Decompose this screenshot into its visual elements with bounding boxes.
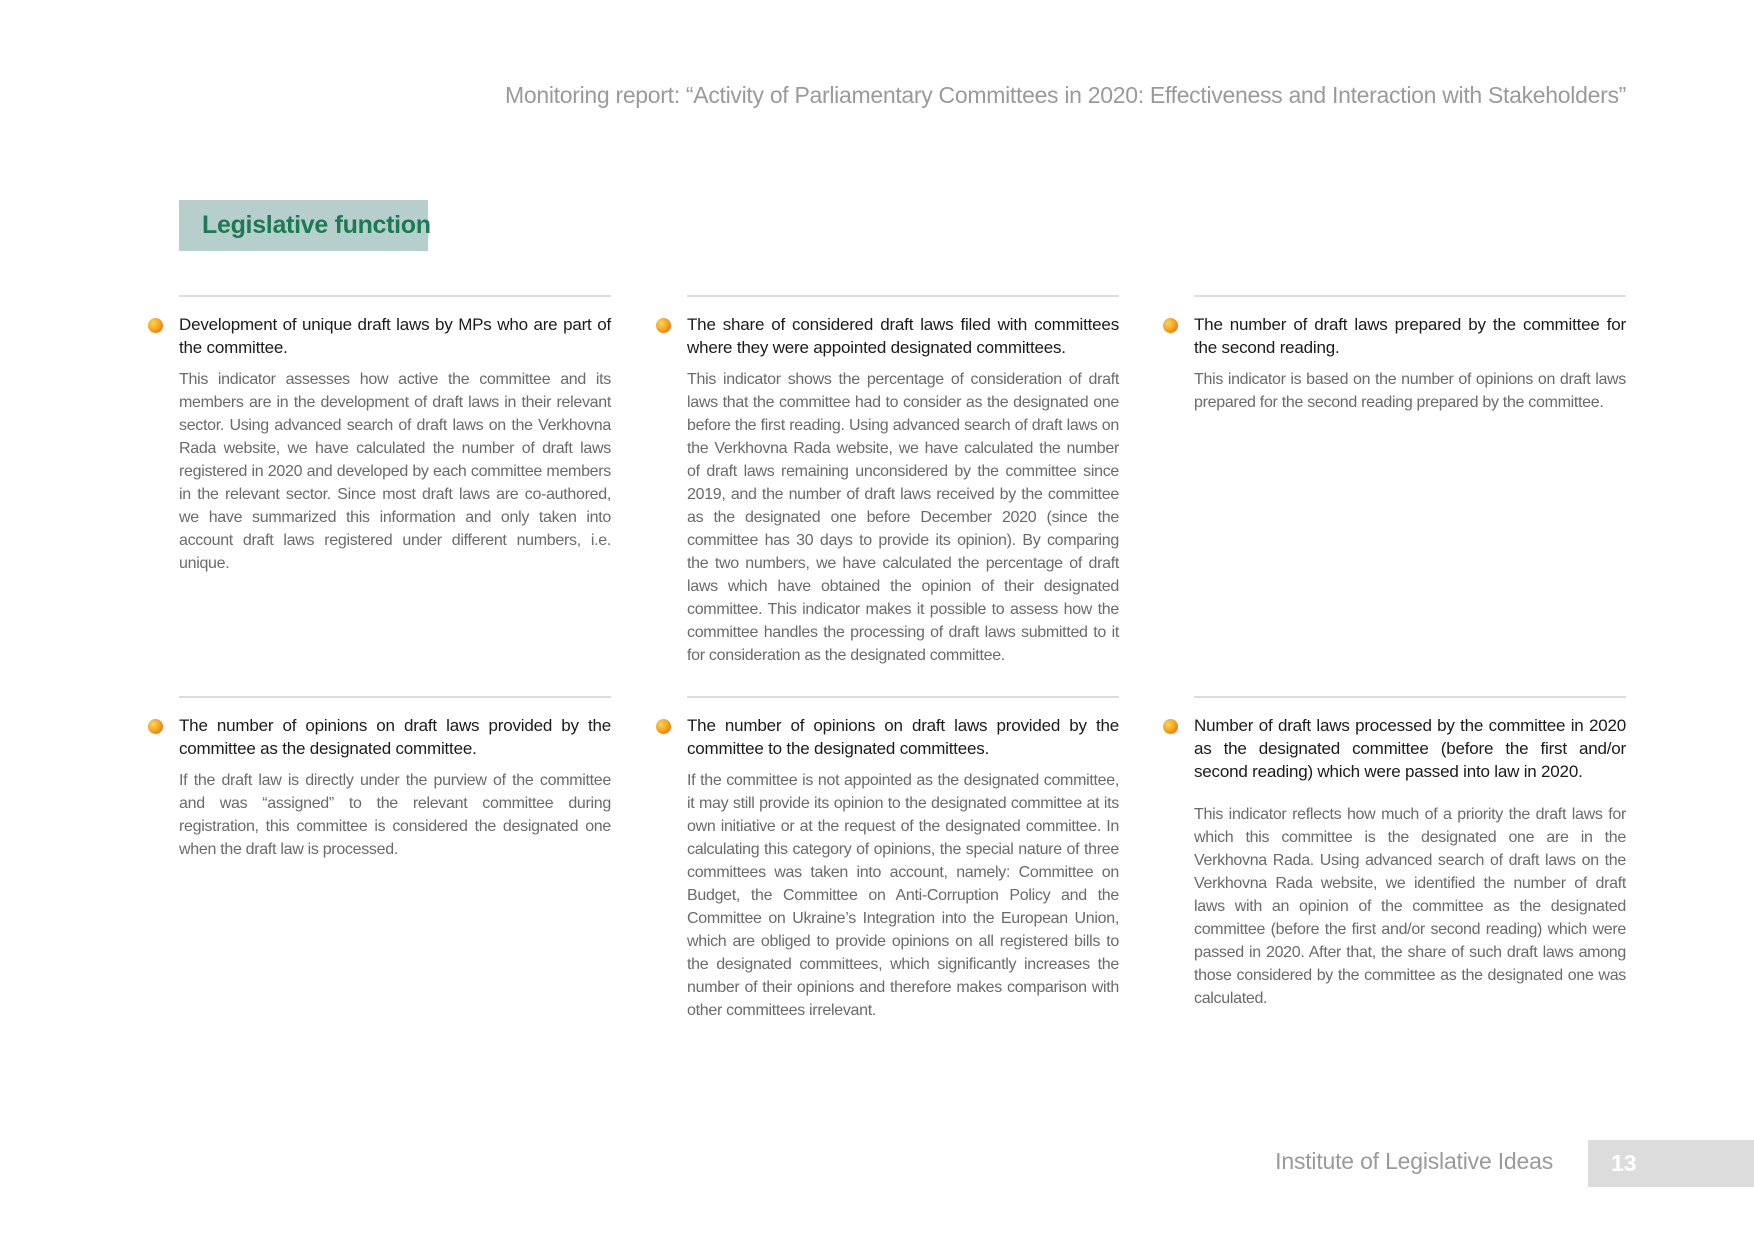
- indicator-title-text: Number of draft laws processed by the committee in 2020 as the designated committee (before the first and/or second reading) which were passed into law in 2020.: [1194, 716, 1626, 781]
- indicator-title-text: The number of draft laws prepared by the committee for the second reading.: [1194, 315, 1626, 357]
- indicator-title-text: The number of opinions on draft laws provided by the committee as the designated committee.: [179, 716, 611, 758]
- divider: [687, 696, 1119, 698]
- indicator-title-text: The number of opinions on draft laws provided by the committee to the designated committees.: [687, 716, 1119, 758]
- indicator-description: If the committee is not appointed as the designated committee, it may still provide its opinion to the designated committee at its own initiative or at the request of the designated committee. In calculating this category of opinions, the special nature of three committees was taken into account, namely: Committee on Budget, the Committee on Anti-Corruption Policy and the Committee on Ukraine’s Integration into the European Union, which are obliged to provide opinions on all registered bills to the designated committees, which significantly increases the number of their opinions and therefore makes comparison with other committees irrelevant.: [687, 772, 1119, 1019]
- divider: [179, 696, 611, 698]
- bullet-icon: [148, 318, 163, 333]
- divider: [1194, 696, 1626, 698]
- divider: [687, 295, 1119, 297]
- indicator-title: [1194, 313, 1626, 359]
- indicator-title: [687, 714, 1119, 760]
- indicator-description: If the draft law is directly under the purview of the committee and was “assigned” to the relevant committee during registration, this committee is considered the designated one when the draft law is processed.: [179, 772, 611, 858]
- indicator-block: [179, 696, 611, 861]
- indicator-block: [687, 295, 1119, 667]
- indicator-description: This indicator assesses how active the committee and its members are in the development of draft laws in their relevant sector. Using advanced search of draft laws on the Verkhovna Rada website, we have calculated the number of draft laws registered in 2020 and developed by each committee members in the relevant sector. Since most draft laws are co-authored, we have summarized this information and only taken into account draft laws registered under different numbers, i.e. unique.: [179, 371, 611, 572]
- divider: [1194, 295, 1626, 297]
- indicator-block: [1194, 696, 1626, 1010]
- indicator-block: [1194, 295, 1626, 414]
- indicator-title-text: The share of considered draft laws filed with committees where they were appointed designated committees.: [687, 315, 1119, 357]
- page-number-box: [1588, 1140, 1754, 1187]
- indicator-block: [687, 696, 1119, 1022]
- indicator-title: [179, 714, 611, 760]
- indicator-description: This indicator shows the percentage of consideration of draft laws that the committee had to consider as the designated one before the first reading. Using advanced search of draft laws on the Verkhovna Rada website, we have calculated the number of draft laws remaining unconsidered by the committee since 2019, and the number of draft laws received by the committee as the designated one before December 2020 (since the committee has 30 days to provide its opinion). By comparing the two numbers, we have calculated the percentage of draft laws which have obtained the opinion of their designated committee. This indicator makes it possible to assess how the committee handles the processing of draft laws submitted to it for consideration as the designated committee.: [687, 371, 1119, 664]
- bullet-icon: [656, 719, 671, 734]
- indicator-title: [1194, 714, 1626, 783]
- bullet-icon: [148, 719, 163, 734]
- bullet-icon: [656, 318, 671, 333]
- indicator-title: [179, 313, 611, 359]
- section-title: Legislative function: [202, 211, 431, 239]
- indicator-title: [687, 313, 1119, 359]
- bullet-icon: [1163, 719, 1178, 734]
- indicator-title-text: Development of unique draft laws by MPs who are part of the committee.: [179, 315, 611, 357]
- footer-organization: Institute of Legislative Ideas: [1275, 1148, 1553, 1174]
- bullet-icon: [1163, 318, 1178, 333]
- indicator-description: This indicator reflects how much of a priority the draft laws for which this committee is the designated one are in the Verkhovna Rada. Using advanced search of draft laws on the Verkhovna Rada website, we identified the number of draft laws with an opinion of the committee as the designated committee (before the first and/or second reading) which were passed in 2020. After that, the share of such draft laws among those considered by the committee as the designated one was calculated.: [1194, 806, 1626, 1007]
- divider: [179, 295, 611, 297]
- section-heading: [179, 200, 431, 251]
- indicator-block: [179, 295, 611, 575]
- indicator-description: This indicator is based on the number of opinions on draft laws prepared for the second reading prepared by the committee.: [1194, 371, 1626, 411]
- report-title: Monitoring report: “Activity of Parliamentary Committees in 2020: Effectiveness and Interaction with Stakeholders”: [504, 82, 1626, 108]
- page-number: 13: [1611, 1150, 1637, 1176]
